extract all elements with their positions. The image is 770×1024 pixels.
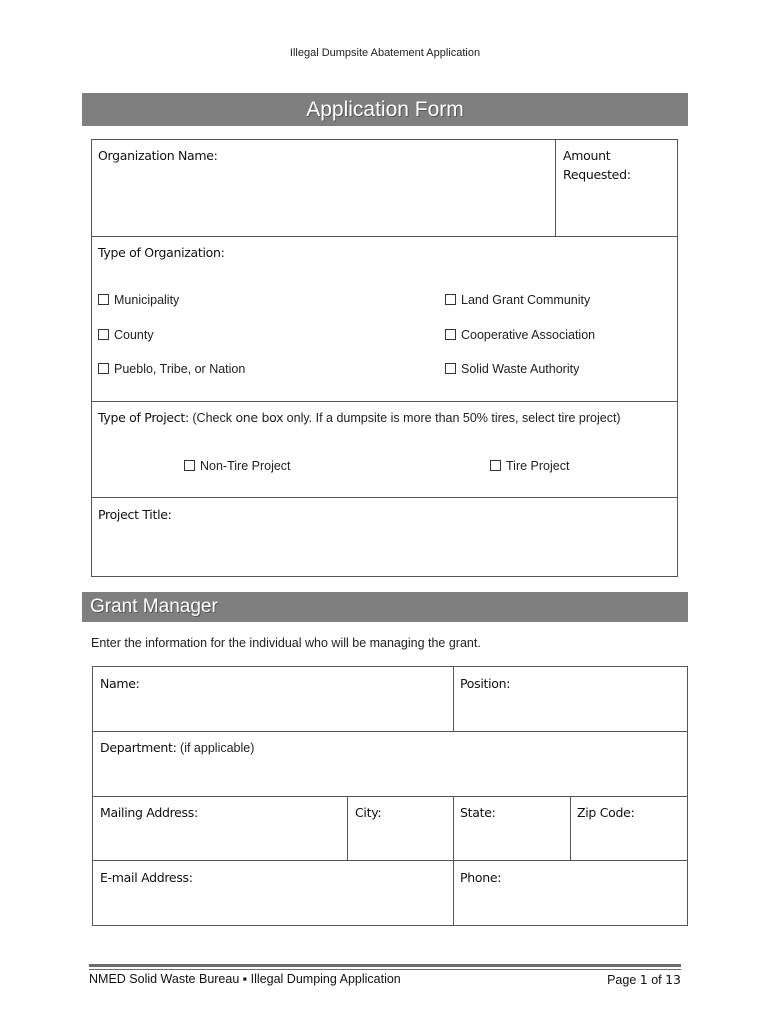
footer-rule: [89, 969, 681, 970]
option-county[interactable]: County: [98, 328, 154, 342]
grant-manager-intro: Enter the information for the individual who will be managing the grant.: [91, 636, 481, 650]
state-field[interactable]: [457, 822, 566, 857]
checkbox-icon[interactable]: [98, 329, 109, 340]
department-field[interactable]: [96, 757, 684, 793]
checkbox-icon[interactable]: [445, 329, 456, 340]
footer-rule: [89, 964, 681, 967]
project-type-instructions: Type of Project: (Check one box only. If a dumpsite is more than 50% tires, select tire project): [98, 410, 621, 425]
state-label: State:: [460, 805, 496, 820]
position-label: Position:: [460, 676, 511, 691]
phone-label: Phone:: [460, 870, 502, 885]
checkbox-icon[interactable]: [184, 460, 195, 471]
project-type-label: Type of Project:: [98, 410, 189, 425]
checkbox-icon[interactable]: [490, 460, 501, 471]
option-solid-waste-authority[interactable]: Solid Waste Authority: [445, 362, 579, 376]
divider: [92, 796, 688, 797]
page-number: Page 1 of 13: [607, 972, 681, 987]
divider: [347, 796, 348, 860]
divider: [555, 139, 556, 236]
name-field[interactable]: [96, 692, 449, 728]
divider: [453, 796, 454, 860]
organization-name-label: Organization Name:: [98, 148, 218, 163]
email-address-field[interactable]: [96, 886, 449, 922]
mailing-address-label: Mailing Address:: [100, 805, 198, 820]
option-tire-project[interactable]: Tire Project: [490, 459, 569, 473]
total-pages: 13: [665, 972, 681, 987]
grant-manager-banner: Grant Manager: [82, 592, 688, 622]
department-note: (if applicable): [180, 741, 255, 755]
option-non-tire-project[interactable]: Non-Tire Project: [184, 459, 291, 473]
department-label-group: [100, 740, 254, 755]
department-label: Department:: [100, 740, 177, 755]
option-pueblo-tribe-nation[interactable]: Pueblo, Tribe, or Nation: [98, 362, 245, 376]
zip-code-field[interactable]: [574, 822, 684, 857]
zip-code-label: Zip Code:: [577, 805, 635, 820]
amount-requested-field[interactable]: [560, 184, 674, 232]
amount-requested-label-line2: Requested:: [563, 167, 631, 182]
checkbox-icon[interactable]: [98, 294, 109, 305]
divider: [91, 236, 678, 237]
divider: [453, 666, 454, 731]
footer-title: NMED Solid Waste Bureau ▪ Illegal Dumping Application: [89, 972, 401, 986]
divider: [92, 860, 688, 861]
email-address-label: E-mail Address:: [100, 870, 193, 885]
checkbox-icon[interactable]: [445, 294, 456, 305]
divider: [453, 860, 454, 926]
project-title-field[interactable]: [95, 524, 674, 574]
amount-requested-label-line1: Amount: [563, 148, 611, 163]
checkbox-icon[interactable]: [98, 363, 109, 374]
option-cooperative-association[interactable]: Cooperative Association: [445, 328, 595, 342]
phone-field[interactable]: [457, 886, 684, 922]
mailing-address-field[interactable]: [96, 822, 343, 857]
organization-type-label: Type of Organization:: [98, 245, 225, 260]
current-page: 1: [639, 972, 648, 987]
application-form-banner: Application Form: [82, 93, 688, 126]
divider: [570, 796, 571, 860]
option-land-grant-community[interactable]: Land Grant Community: [445, 293, 590, 307]
document-header: Illegal Dumpsite Abatement Application: [289, 47, 481, 59]
divider: [91, 401, 678, 402]
divider: [91, 497, 678, 498]
checkbox-icon[interactable]: [445, 363, 456, 374]
divider: [92, 731, 688, 732]
organization-name-field[interactable]: [95, 164, 551, 232]
city-label: City:: [355, 805, 382, 820]
city-field[interactable]: [351, 822, 449, 857]
name-label: Name:: [100, 676, 140, 691]
option-municipality[interactable]: Municipality: [98, 293, 179, 307]
position-field[interactable]: [457, 692, 684, 728]
project-title-label: Project Title:: [98, 507, 172, 522]
